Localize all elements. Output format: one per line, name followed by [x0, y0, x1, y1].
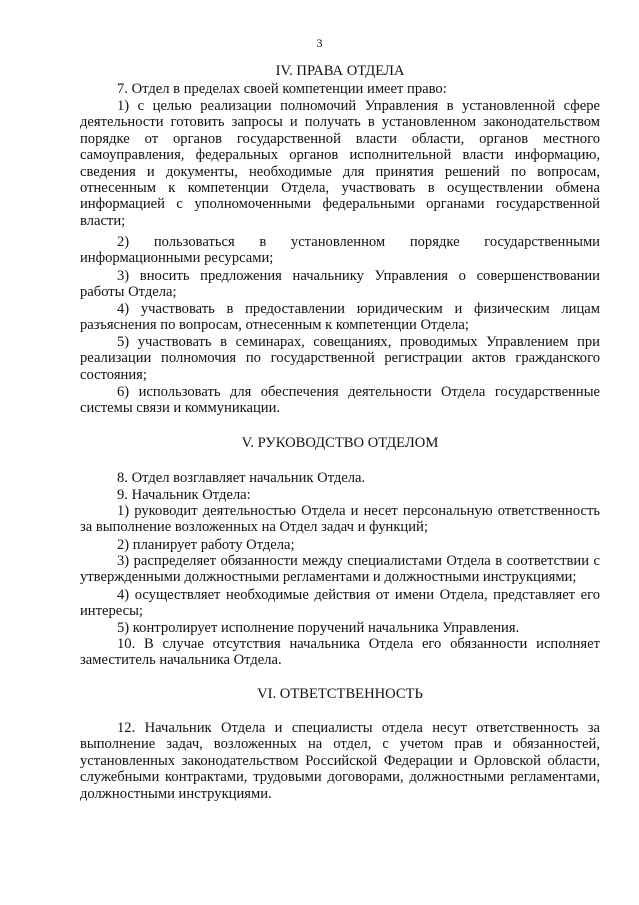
section-4-heading: IV. ПРАВА ОТДЕЛА — [275, 63, 405, 79]
paragraph-7: 7. Отдел в пределах своей компетенции имеет право: — [117, 81, 447, 97]
paragraph-12: 12. Начальник Отдела и специалисты отдела несут ответственность за выполнение задач, возложенных на отдел, с учетом прав и обязанностей, установленных законодательством Российской Федерации и Орловской области, служебными контрактами, трудовыми договорами, должностными регламентами, должностными инструкциями. — [80, 720, 600, 802]
paragraph-7-item-3: 3) вносить предложения начальнику Управления о совершенствовании работы Отдела; — [80, 268, 600, 301]
paragraph-9-item-5: 5) контролирует исполнение поручений начальника Управления. — [117, 620, 520, 636]
paragraph-9-item-4: 4) осуществляет необходимые действия от имени Отдела, представляет его интересы; — [80, 587, 600, 620]
paragraph-7-item-5: 5) участвовать в семинарах, совещаниях, проводимых Управлением при реализации полномочия по государственной регистрации актов гражданского состояния; — [80, 334, 600, 383]
paragraph-9: 9. Начальник Отдела: — [117, 487, 251, 503]
paragraph-10: 10. В случае отсутствия начальника Отдела его обязанности исполняет заместитель начальника Отдела. — [80, 636, 600, 669]
paragraph-7-item-4: 4) участвовать в предоставлении юридическим и физическим лицам разъяснения по вопросам, отнесенным к компетенции Отдела; — [80, 301, 600, 334]
page-number: 3 — [316, 36, 323, 50]
paragraph-9-item-2: 2) планирует работу Отдела; — [117, 537, 295, 553]
paragraph-9-item-3: 3) распределяет обязанности между специалистами Отдела в соответствии с утвержденными должностными регламентами и должностными инструкциями; — [80, 553, 600, 586]
paragraph-7-item-6: 6) использовать для обеспечения деятельности Отдела государственные системы связи и коммуникации. — [80, 384, 600, 417]
section-6-heading: VI. ОТВЕТСТВЕННОСТЬ — [257, 686, 423, 702]
paragraph-9-item-1: 1) руководит деятельностью Отдела и несет персональную ответственность за выполнение возложенных на Отдел задач и функций; — [80, 503, 600, 536]
paragraph-7-item-2: 2) пользоваться в установленном порядке государственными информационными ресурсами; — [80, 234, 600, 267]
paragraph-7-item-1: 1) с целью реализации полномочий Управления в установленной сфере деятельности готовить запросы и получать в установленном законодательством порядке от органов государственной власти области, органов местного самоуправления, федеральных органов исполнительной власти информацию, сведения и документы, необходимые для принятия решений по вопросам, отнесенным к компетенции Отдела, участвовать в осуществлении обмена информацией с уполномоченными федеральными органами государственной власти; — [80, 98, 600, 229]
section-5-heading: V. РУКОВОДСТВО ОТДЕЛОМ — [241, 435, 439, 451]
paragraph-8: 8. Отдел возглавляет начальник Отдела. — [117, 470, 366, 486]
